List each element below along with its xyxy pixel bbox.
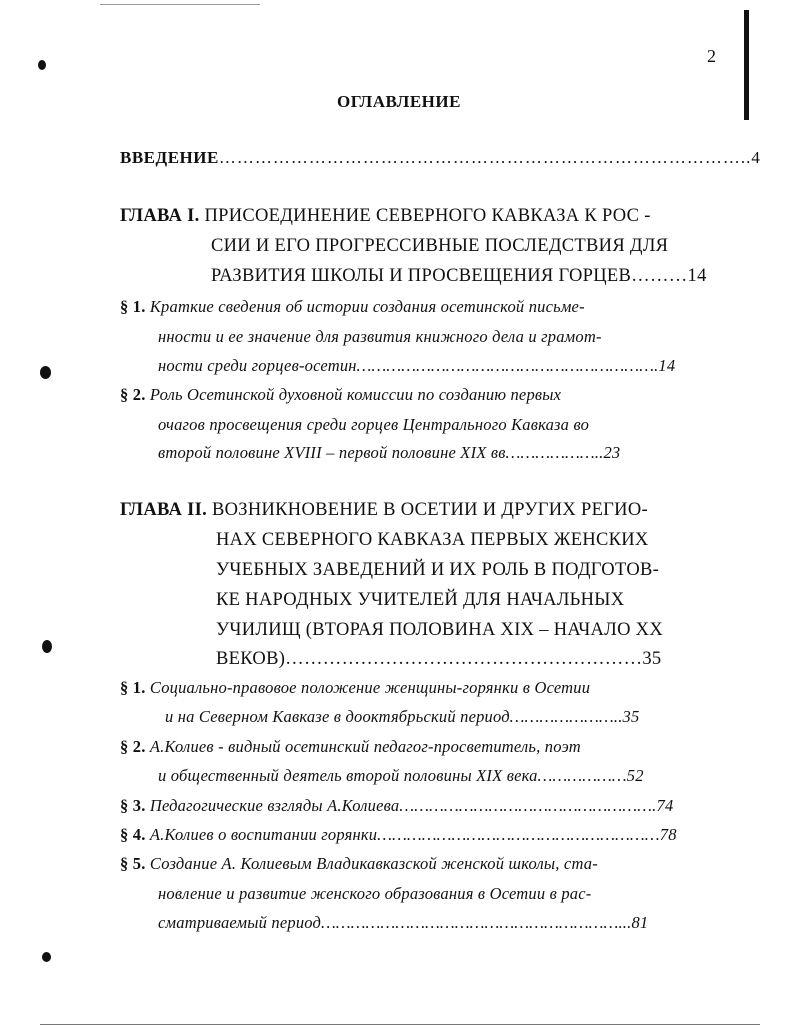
section-line: А.Колиев о воспитании горянки…………………………………………………78 — [149, 825, 677, 844]
scan-line — [40, 1024, 760, 1025]
chapter-1-title-line: СИИ И ЕГО ПРОГРЕССИВНЫЕ ПОСЛЕДСТВИЯ ДЛЯ — [211, 236, 669, 256]
section-line: ности среди горцев-осетин…………………………………………………….14 — [158, 356, 676, 375]
page-number: 2 — [707, 46, 716, 66]
toc-title: ОГЛАВЛЕНИЕ — [337, 92, 461, 111]
section-line: Педагогические взгляды А.Колиева…………………………………………….74 — [149, 796, 674, 815]
chapter-2-section-3 — [120, 796, 673, 816]
intro-label: ВВЕДЕНИЕ — [120, 148, 219, 167]
chapter-2-heading — [120, 500, 648, 521]
scan-smudge — [42, 640, 52, 653]
section-line: второй половине XVIII – первой половине XIX вв………………..23 — [158, 443, 621, 462]
scan-smudge — [42, 952, 51, 962]
chapter-2-title-line: УЧИЛИЩ (ВТОРАЯ ПОЛОВИНА XIX – НАЧАЛО XX — [216, 620, 663, 640]
section-line: и общественный деятель второй половины XIX века………………52 — [158, 766, 644, 785]
section-number: § 4. — [120, 825, 146, 844]
chapter-1-heading — [120, 206, 651, 227]
section-number: § 2. — [120, 737, 146, 756]
section-line: нности и ее значение для развития книжного дела и грамот- — [158, 327, 602, 346]
intro-dots: …………………………………………………………………………….. — [218, 148, 752, 167]
section-line: и на Северном Кавказе в дооктябрьский период…………………..35 — [165, 707, 640, 726]
intro-page: 4 — [751, 148, 760, 167]
section-number: § 1. — [120, 678, 146, 697]
section-line: очагов просвещения среди горцев Центрального Кавказа во — [158, 415, 590, 434]
scan-smudge — [38, 60, 46, 70]
chapter-2-section-1 — [120, 678, 590, 698]
chapter-2-title-line: ВОЗНИКНОВЕНИЕ В ОСЕТИИ И ДРУГИХ РЕГИО- — [211, 500, 648, 520]
section-number: § 1. — [120, 297, 146, 316]
toc-entry-introduction — [120, 148, 760, 168]
section-number: § 3. — [120, 796, 146, 815]
chapter-2-section-5 — [120, 854, 598, 874]
chapter-2-title-line: КЕ НАРОДНЫХ УЧИТЕЛЕЙ ДЛЯ НАЧАЛЬНЫХ — [216, 590, 625, 610]
scan-line — [100, 4, 260, 5]
section-line: новление и развитие женского образования в Осетии в рас- — [158, 884, 592, 903]
chapter-2-label: ГЛАВА II. — [120, 500, 208, 520]
chapter-2-section-2 — [120, 737, 581, 757]
chapter-1-section-2 — [120, 385, 561, 405]
chapter-1-label: ГЛАВА I. — [120, 206, 200, 226]
chapter-1-title-line: РАЗВИТИЯ ШКОЛЫ И ПРОСВЕЩЕНИЯ ГОРЦЕВ………14 — [211, 266, 707, 286]
section-number: § 2. — [120, 385, 146, 404]
chapter-2-title-line: УЧЕБНЫХ ЗАВЕДЕНИЙ И ИХ РОЛЬ В ПОДГОТОВ- — [216, 560, 660, 580]
chapter-2-title-line: ВЕКОВ)…………………………………………………35 — [216, 649, 662, 669]
section-number: § 5. — [120, 854, 146, 873]
section-line: сматриваемый период……………………………………………………...81 — [158, 913, 649, 932]
section-line: А.Колиев - видный осетинский педагог-просветитель, поэт — [149, 737, 581, 756]
scan-smudge — [40, 366, 51, 379]
chapter-2-section-4 — [120, 825, 677, 845]
chapter-1-title-line: ПРИСОЕДИНЕНИЕ СЕВЕРНОГО КАВКАЗА К РОС - — [204, 206, 651, 226]
chapter-2-title-line: НАХ СЕВЕРНОГО КАВКАЗА ПЕРВЫХ ЖЕНСКИХ — [216, 530, 649, 550]
section-line: Роль Осетинской духовной комиссии по созданию первых — [149, 385, 562, 404]
section-line: Краткие сведения об истории создания осетинской письме- — [149, 297, 585, 316]
section-line: Создание А. Колиевым Владикавказской женской школы, ста- — [149, 854, 598, 873]
section-line: Социально-правовое положение женщины-горянки в Осетии — [149, 678, 591, 697]
chapter-1-section-1 — [120, 297, 585, 317]
